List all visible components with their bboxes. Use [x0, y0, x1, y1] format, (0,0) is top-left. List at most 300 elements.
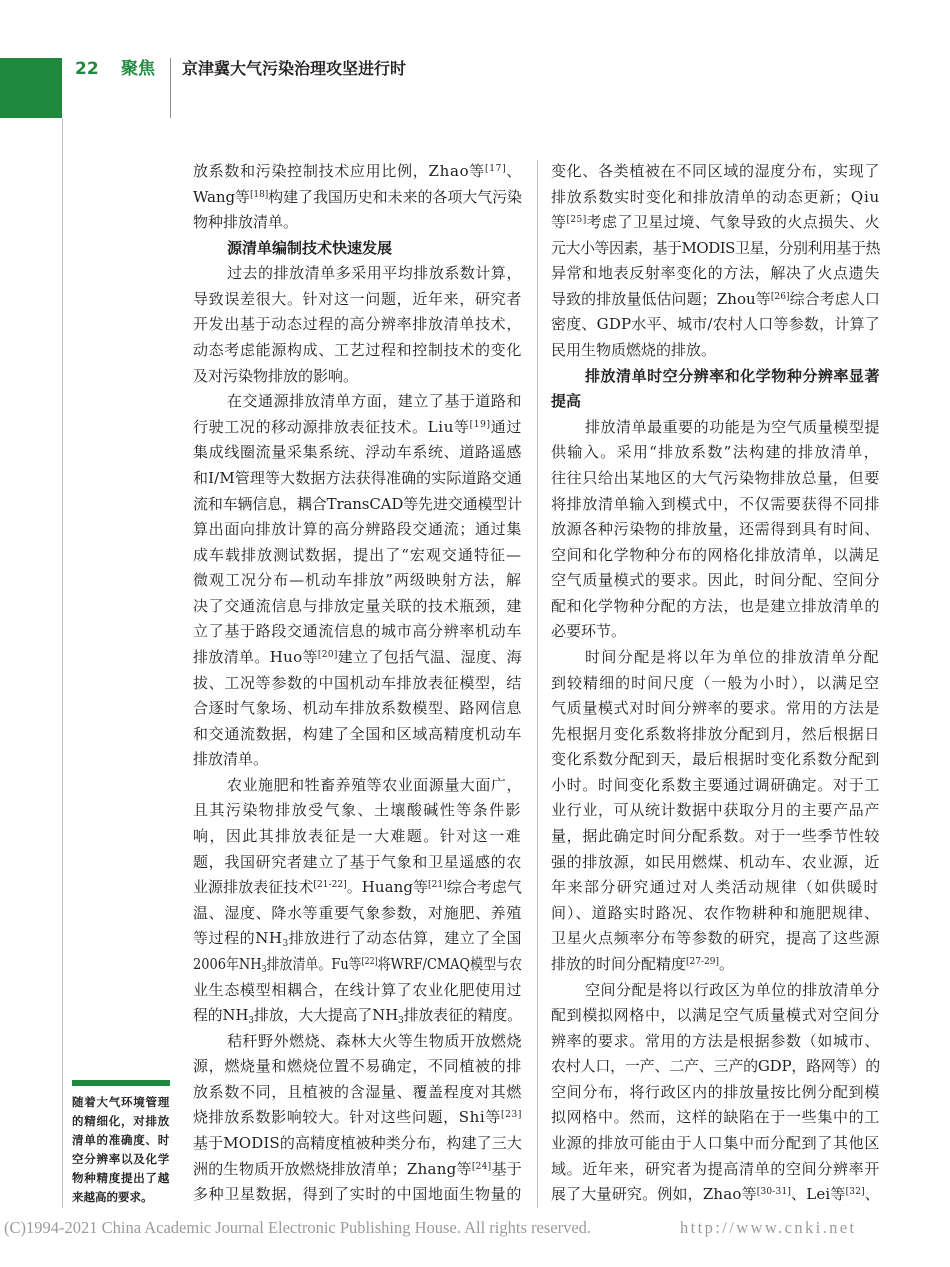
body-text-line — [551, 287, 880, 313]
citation-superscript: [24] — [471, 1161, 492, 1172]
text-run: 间）、道路实时路况、农作物耕种和施肥规律、 — [551, 903, 880, 922]
text-run: 行驶工况的移动源排放表征技术。Liu等 — [193, 417, 470, 436]
text-run: 辨率的要求。常用的方法是根据参数（如城市、 — [551, 1031, 880, 1050]
text-run: 配到模拟网格中，以满足空气质量模式对空间分 — [551, 1006, 880, 1025]
body-text-line — [193, 798, 522, 824]
body-text-line — [551, 1182, 880, 1208]
line-text — [551, 312, 880, 338]
text-run: 综合考虑人口 — [789, 289, 880, 308]
body-text-line — [193, 287, 522, 313]
text-run: 构建了我国历史和未来的各项大气污染 — [268, 187, 522, 206]
citation-superscript: [23] — [500, 1110, 522, 1121]
line-text — [227, 389, 522, 415]
body-text-line — [193, 261, 522, 287]
line-text — [193, 1131, 522, 1157]
citation-superscript: [19] — [469, 419, 491, 430]
text-run: 业源的排放可能由于人口集中而分配到了其他区 — [551, 1133, 880, 1152]
chemical-subscript: 3 — [261, 964, 267, 975]
line-text — [193, 543, 522, 569]
line-text — [551, 466, 880, 492]
line-text — [193, 1080, 522, 1106]
body-text-line — [551, 875, 880, 901]
line-text — [193, 568, 522, 594]
line-text — [551, 747, 880, 773]
section-heading-line — [193, 236, 522, 262]
text-run: 集成线圈流量采集系统、浮动车系统、道路遥感 — [193, 443, 522, 462]
text-run: 时间分配是将以年为单位的排放清单分配 — [585, 647, 880, 666]
text-run: 强的排放源，如民用燃煤、机动车、农业源，近 — [551, 852, 880, 871]
text-run: 变化、各类植被在不同区域的湿度分布，实现了 — [551, 162, 880, 180]
body-text-line — [551, 978, 880, 1004]
text-run: 排放清单最重要的功能是为空气质量模型提 — [585, 417, 880, 436]
text-run: 导致误差很大。针对这一问题，近年来，研究者 — [193, 289, 522, 308]
text-run: 排放清单时空分辨率和化学物种分辨率显著 — [585, 366, 880, 385]
text-run: 域。近年来，研究者为提高清单的空间分辨率开 — [551, 1159, 880, 1178]
text-run: 微观工况分布—机动车排放”两级映射方法，解 — [193, 571, 522, 590]
line-text — [193, 1003, 522, 1029]
body-text-line — [193, 773, 522, 799]
body-text-line — [551, 466, 880, 492]
line-text — [193, 466, 522, 492]
line-text — [585, 415, 880, 441]
line-text — [551, 594, 880, 620]
line-text — [193, 747, 268, 773]
line-text — [193, 159, 522, 185]
text-run: 小时。时间变化系数主要通过调研确定。对于工 — [551, 775, 880, 794]
line-text — [193, 978, 522, 1004]
body-text-line — [551, 901, 880, 927]
line-text — [193, 1182, 522, 1208]
text-run: 动态考虑能源构成、工艺过程和控制技术的变化 — [193, 341, 522, 360]
section-heading-line — [551, 389, 880, 415]
pull-quote-line — [72, 1188, 170, 1207]
body-text-line — [193, 850, 522, 876]
text-run: 将排放清单输入到模式中，不仅需要获得不同排 — [551, 494, 880, 513]
citation-superscript: [30-31] — [756, 1187, 792, 1198]
text-run: 排放进行了动态估算，建立了全国 — [288, 929, 522, 948]
citation-superscript: [27-29] — [686, 956, 719, 967]
body-text-line — [551, 1131, 880, 1157]
text-run: 变化系数分配到天，最后根据时变化系数分配到 — [551, 750, 880, 769]
body-text-line — [551, 568, 880, 594]
body-text-line — [193, 312, 522, 338]
text-run: 往往只给出某地区的大气污染物排放总量，但要 — [551, 468, 880, 487]
body-text-line — [193, 1003, 522, 1029]
footer-url: http://www.cnki.net — [680, 1218, 857, 1237]
citation-superscript: [18] — [249, 189, 269, 200]
text-run: 气质量模式对时间分辨率的要求。常用的方法是 — [551, 699, 880, 718]
text-run: 年来部分研究通过对人类活动规律（如供暖时 — [551, 878, 880, 897]
line-text — [551, 850, 880, 876]
body-text-line — [551, 926, 880, 952]
line-text — [551, 901, 880, 927]
line-text — [193, 696, 522, 722]
chemical-subscript: 3 — [398, 1016, 404, 1027]
line-text — [193, 185, 522, 211]
text-column-left — [193, 159, 522, 1208]
line-text — [193, 517, 522, 543]
citation-superscript: [20] — [317, 649, 338, 660]
body-text-line — [551, 671, 880, 697]
text-run: 元大小等因素，基于MODIS卫星，分别利用基于热 — [551, 238, 880, 257]
body-text-line — [193, 492, 522, 518]
text-run: 的精细化，对排放 — [72, 1114, 170, 1128]
body-text-line — [193, 952, 522, 978]
line-text — [551, 338, 716, 364]
text-run: 民用生物质燃烧的排放。 — [551, 341, 717, 360]
line-text — [585, 364, 880, 390]
text-run: 建立了包括气温、湿度、海 — [337, 647, 522, 666]
line-text — [551, 773, 880, 799]
text-run: 空气质量模式的要求。因此，时间分配、空间分 — [551, 571, 880, 590]
text-run: 和I/M管理等大数据方法获得准确的实际道路交通 — [193, 468, 522, 487]
pull-quote-line — [72, 1150, 170, 1169]
line-text — [551, 619, 626, 645]
text-run: 决了交通流信息与排放定量关联的技术瓶颈，建 — [193, 596, 522, 615]
line-text — [551, 926, 880, 952]
text-run: 在交通源排放清单方面，建立了基于道路和 — [227, 392, 522, 411]
body-text-line — [193, 1182, 522, 1208]
text-run: 源清单编制技术快速发展 — [227, 238, 393, 257]
text-run: 导致的排放量低估问题；Zhou等 — [551, 289, 771, 308]
pull-quote-line — [72, 1112, 170, 1131]
text-run: 题，我国研究者建立了基于气象和卫星遥感的农 — [193, 852, 522, 871]
body-text-line — [551, 415, 880, 441]
body-text-line — [551, 440, 880, 466]
footer-copyright: (C)1994-2021 China Academic Journal Electronic Publishing House. All rights reserved. — [4, 1218, 592, 1237]
text-run: 放源各种污染物的排放量，还需得到具有时间、 — [551, 520, 880, 539]
text-run: 过去的排放清单多采用平均排放系数计算， — [227, 264, 522, 283]
body-text-line — [551, 850, 880, 876]
text-run: 立了基于路段交通流信息的城市高分辨率机动车 — [193, 622, 522, 641]
text-run: 排放的时间分配精度 — [551, 954, 687, 973]
line-text — [585, 978, 880, 1004]
line-text — [193, 850, 522, 876]
text-run: 空间和化学物种分布的网格化排放清单，以满足 — [551, 545, 880, 564]
body-text-line — [193, 1029, 522, 1055]
text-run: 。Huang等 — [346, 878, 429, 897]
body-text-line — [193, 210, 522, 236]
text-run: 空分辨率以及化学 — [72, 1152, 170, 1166]
body-text-line — [551, 952, 880, 978]
line-text — [193, 824, 522, 850]
text-run: 多种卫星数据，得到了实时的中国地面生物量的 — [193, 1185, 522, 1204]
page-number: 22 — [75, 59, 99, 79]
text-run: 排放系数实时变化和排放清单的动态更新；Qiu — [551, 187, 880, 206]
line-text — [551, 696, 880, 722]
body-text-line — [551, 1157, 880, 1183]
pull-quote-line — [72, 1093, 170, 1112]
citation-superscript: [26] — [770, 291, 790, 302]
section-heading-line — [551, 364, 880, 390]
line-text — [193, 1105, 522, 1131]
body-text-line — [551, 747, 880, 773]
body-text-line — [551, 594, 880, 620]
text-run: 算出面向排放计算的高分辨路段交通流；通过集 — [193, 520, 522, 539]
text-run: 综合考虑气 — [446, 878, 522, 897]
body-text-line — [193, 696, 522, 722]
line-text — [193, 440, 522, 466]
body-text-line — [193, 338, 522, 364]
body-text-line — [551, 619, 880, 645]
margin-rule — [62, 118, 63, 1208]
line-text — [551, 287, 880, 313]
line-text — [193, 415, 522, 441]
text-run: 物种排放清单。 — [193, 213, 299, 232]
green-header-tab — [0, 58, 62, 118]
body-text-line — [193, 619, 522, 645]
text-run: 来越高的要求。 — [72, 1190, 153, 1204]
section-label: 聚焦 — [121, 59, 155, 79]
text-run: 成车载排放测试数据，提出了“宏观交通特征— — [193, 545, 522, 564]
line-text — [193, 210, 298, 236]
body-text-line — [193, 747, 522, 773]
text-run: 农业施肥和牲畜养殖等农业面源量大面广， — [227, 775, 522, 794]
text-run: 业行业，可从统计数据中获取分月的主要产品产 — [551, 801, 880, 820]
text-run: 空间分配是将以行政区为单位的排放清单分 — [585, 980, 880, 999]
line-text — [227, 261, 522, 287]
line-text — [551, 671, 880, 697]
line-text — [551, 517, 880, 543]
body-text-line — [551, 159, 880, 185]
text-run: 必要环节。 — [551, 622, 627, 641]
text-run: 到较精细的时间尺度（一般为小时），以满足空 — [551, 673, 880, 692]
body-text-line — [551, 798, 880, 824]
body-text-line — [551, 517, 880, 543]
text-run: 卫星火点频率分布等参数的研究，提高了这些源 — [551, 929, 880, 948]
text-run: 排放表征的精度。 — [403, 1006, 522, 1025]
body-text-line — [193, 517, 522, 543]
body-text-line — [551, 1054, 880, 1080]
text-run: 密度、GDP水平、城市/农村人口等参数，计算了 — [551, 315, 880, 334]
body-text-line — [193, 185, 522, 211]
line-text — [193, 926, 522, 952]
text-run: 合逐时气象场、机动车排放系数模型、路网信息 — [193, 699, 522, 718]
text-run: 通过 — [490, 417, 522, 436]
header-divider — [170, 58, 171, 118]
body-text-line — [193, 568, 522, 594]
body-text-line — [193, 415, 522, 441]
body-text-line — [193, 824, 522, 850]
body-text-line — [193, 1131, 522, 1157]
line-text — [193, 312, 522, 338]
citation-superscript: [21-22] — [313, 880, 347, 891]
line-text — [551, 389, 581, 415]
line-text — [551, 1157, 880, 1183]
line-text — [551, 1105, 880, 1131]
line-text — [193, 619, 522, 645]
line-text — [551, 1054, 880, 1080]
line-text — [193, 338, 522, 364]
line-text — [193, 671, 522, 697]
chemical-subscript: 3 — [248, 1016, 255, 1027]
body-text-line — [551, 312, 880, 338]
citation-superscript: [32] — [845, 1187, 865, 1198]
body-text-line — [193, 978, 522, 1004]
text-run: 先根据月变化系数将排放分配到月，然后根据日 — [551, 724, 880, 743]
text-run: 。 — [718, 954, 734, 973]
text-run: 供输入。采用“排放系数”法构建的排放清单， — [551, 443, 880, 462]
line-text — [551, 261, 880, 287]
text-run: 等 — [551, 213, 567, 232]
text-run: 放系数不同，且植被的含湿量、覆盖程度对其燃 — [193, 1082, 522, 1101]
body-text-line — [551, 261, 880, 287]
text-run: 基于 — [491, 1159, 522, 1178]
line-text — [193, 594, 522, 620]
body-text-line — [551, 773, 880, 799]
line-text — [193, 287, 522, 313]
body-text-line — [551, 492, 880, 518]
text-run: 随着大气环境管理 — [72, 1095, 170, 1109]
body-text-line — [193, 159, 522, 185]
line-text — [193, 798, 522, 824]
line-text — [193, 901, 522, 927]
text-run: 程的NH — [193, 1006, 249, 1025]
text-run: 烧排放系数影响较大。针对这些问题，Shi等 — [193, 1108, 501, 1127]
line-text — [193, 952, 522, 978]
citation-superscript: [22] — [361, 956, 378, 967]
line-text — [193, 1054, 522, 1080]
text-run: 响，因此其排放表征是一大难题。针对这一难 — [193, 827, 522, 846]
text-run: 放系数和污染控制技术应用比例，Zhao等 — [193, 162, 486, 180]
body-text-line — [551, 338, 880, 364]
chemical-subscript: 3 — [282, 939, 289, 950]
line-text — [551, 159, 880, 185]
body-text-line — [193, 389, 522, 415]
body-text-line — [551, 543, 880, 569]
line-text — [551, 1080, 880, 1106]
line-text — [551, 1182, 880, 1208]
text-column-right — [551, 159, 880, 1208]
line-text — [585, 645, 880, 671]
text-run: 等过程的NH — [193, 929, 283, 948]
line-text — [551, 798, 880, 824]
line-text — [551, 185, 880, 211]
text-run: 配和化学物种分配的方法，也是建立排放清单的 — [551, 596, 880, 615]
text-run: 、Lei等 — [791, 1185, 846, 1204]
text-run: 秸秆野外燃烧、森林大火等生物质开放燃烧 — [227, 1031, 522, 1050]
body-text-line — [551, 645, 880, 671]
body-text-line — [193, 926, 522, 952]
body-text-line — [193, 722, 522, 748]
column-divider — [537, 160, 538, 1208]
pull-quote — [72, 1093, 170, 1207]
line-text — [193, 875, 522, 901]
pull-quote-line — [72, 1131, 170, 1150]
body-text-line — [193, 901, 522, 927]
citation-superscript: [25] — [566, 215, 587, 226]
body-text-line — [193, 543, 522, 569]
citation-superscript: [21] — [428, 880, 447, 891]
body-text-line — [193, 1157, 522, 1183]
body-text-line — [193, 1105, 522, 1131]
line-text — [551, 568, 880, 594]
line-text — [551, 210, 880, 236]
line-text — [551, 875, 880, 901]
line-text — [193, 645, 522, 671]
line-text — [551, 1003, 880, 1029]
body-text-line — [193, 594, 522, 620]
body-text-line — [193, 364, 522, 390]
text-run: 和交通流数据，构建了全国和区域高精度机动车 — [193, 724, 522, 743]
text-run: 基于MODIS的高精度植被种类分布，构建了三大 — [193, 1133, 522, 1152]
body-text-line — [551, 185, 880, 211]
line-text — [551, 722, 880, 748]
text-run: 提高 — [551, 392, 582, 411]
text-run: 考虑了卫星过境、气象导致的火点损失、火 — [586, 213, 880, 232]
text-run: 量，据此确定时间分配系数。对于一些季节性较 — [551, 827, 880, 846]
line-text — [551, 440, 880, 466]
text-run: 农村人口，一产、二产、三产的GDP，路网等）的 — [551, 1057, 880, 1076]
text-run: 物种精度提出了越 — [72, 1171, 170, 1185]
line-text — [551, 492, 880, 518]
running-title: 京津冀大气污染治理攻坚进行时 — [182, 59, 407, 78]
body-text-line — [551, 210, 880, 236]
text-run: 2006年NH — [193, 954, 262, 973]
line-text — [227, 1029, 522, 1055]
line-text — [551, 1131, 880, 1157]
body-text-line — [193, 1054, 522, 1080]
text-run: 洲的生物质开放燃烧排放清单；Zhang等 — [193, 1159, 472, 1178]
body-text-line — [551, 824, 880, 850]
text-run: 且其污染物排放受气象、土壤酸碱性等条件影 — [193, 801, 522, 820]
text-run: 流和车辆信息，耦合TransCAD等先进交通模型计 — [193, 494, 522, 513]
body-text-line — [193, 466, 522, 492]
text-run: 排放清单。Fu等 — [266, 954, 362, 973]
citation-superscript: [17] — [485, 164, 507, 174]
text-run: 排放，大大提高了NH — [254, 1006, 399, 1025]
body-text-line — [193, 440, 522, 466]
line-text — [193, 492, 522, 518]
text-run: 异常和地表反射率变化的方法，解决了火点遗失 — [551, 264, 880, 283]
text-run: 及对污染物排放的影响。 — [193, 366, 359, 385]
body-text-line — [193, 1080, 522, 1106]
line-text — [551, 952, 734, 978]
body-text-line — [551, 236, 880, 262]
line-text — [227, 773, 522, 799]
pull-quote-bar — [72, 1080, 170, 1086]
body-text-line — [551, 1105, 880, 1131]
line-text — [193, 1157, 522, 1183]
text-run: 开发出基于动态过程的高分辨率排放清单技术， — [193, 315, 522, 334]
body-text-line — [193, 875, 522, 901]
text-run: 温、湿度、降水等重要气象参数，对施肥、养殖 — [193, 903, 522, 922]
text-run: 、 — [864, 1185, 880, 1204]
line-text — [551, 1029, 880, 1055]
text-run: 展了大量研究。例如，Zhao等 — [551, 1185, 757, 1204]
body-text-line — [551, 1003, 880, 1029]
text-run: 排放清单。Huo等 — [193, 647, 318, 666]
pull-quote-line — [72, 1169, 170, 1188]
line-text — [551, 824, 880, 850]
body-text-line — [193, 645, 522, 671]
line-text — [551, 236, 880, 262]
line-text — [193, 364, 358, 390]
text-run: 空间分布，将行政区内的排放量按比例分配到模 — [551, 1082, 880, 1101]
text-run: 清单的准确度、时 — [72, 1133, 170, 1147]
text-run: 业源排放表征技术 — [193, 878, 314, 897]
line-text — [551, 543, 880, 569]
body-text-line — [193, 671, 522, 697]
text-run: 拔、工况等参数的中国机动车排放表征模型，结 — [193, 673, 522, 692]
text-run: 排放清单。 — [193, 750, 269, 769]
text-run: 将WRF/CMAQ模型与农 — [377, 954, 522, 973]
line-text — [193, 722, 522, 748]
text-run: 业生态模型相耦合，在线计算了农业化肥使用过 — [193, 980, 522, 999]
body-text-line — [551, 1080, 880, 1106]
text-run: 、 — [506, 162, 522, 180]
body-text-line — [551, 722, 880, 748]
